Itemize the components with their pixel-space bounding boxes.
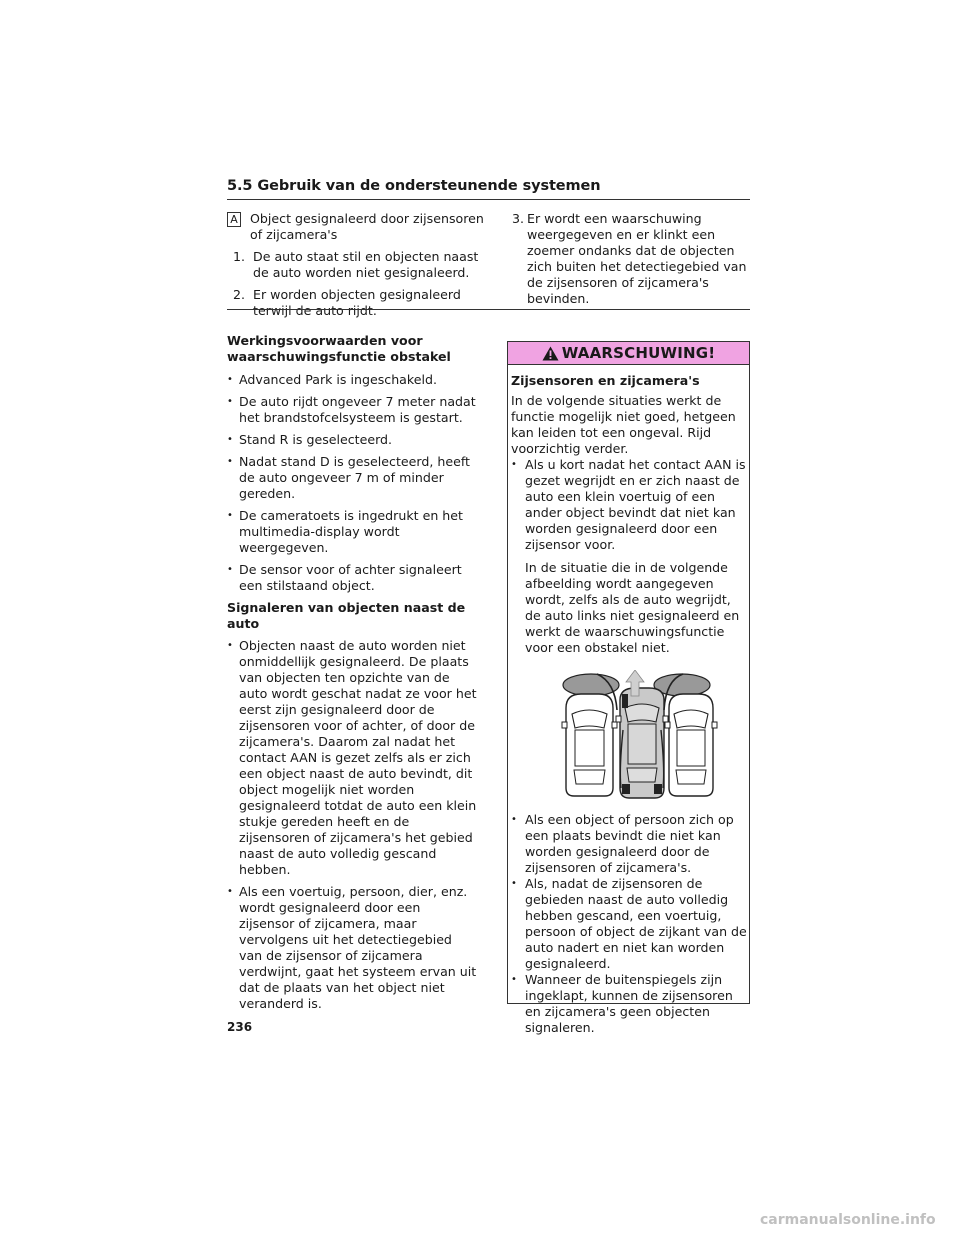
conditions-list — [227, 372, 477, 594]
conditions-item: • De sensor voor of achter signaleert een stilstaand object. — [227, 562, 477, 594]
signaling-item: • Als een voertuig, persoon, dier, enz. wordt gesignaleerd door een zijsensor of zijcamera, maar vervolgens uit het detectiegebied van de zijsensor of zijcamera verdwijnt, gaat het systeem ervan uit dat de plaats van het object niet veranderd is. — [227, 884, 477, 1012]
car-left — [562, 694, 617, 796]
legend-item-2-text: Er worden objecten gesignaleerd terwijl de auto rijdt. — [253, 287, 461, 318]
car-right — [665, 694, 717, 796]
warning-list-1 — [511, 457, 747, 656]
conditions-item: • Stand R is geselecteerd. — [227, 432, 477, 448]
warning-item-1-extra: In de situatie die in de volgende afbeelding wordt aangegeven wordt, zelfs als de auto wegrijdt, de auto links niet gesignaleerd en werkt de waarschuwingsfunctie voor een obstakel niet. — [525, 560, 740, 655]
warning-item — [511, 457, 747, 656]
conditions-item: • De auto rijdt ongeveer 7 meter nadat het brandstofcelsysteem is gestart. — [227, 394, 477, 426]
signaling-heading: Signaleren van objecten naast de auto — [227, 600, 466, 631]
signaling-item: • Objecten naast de auto worden niet onmiddellijk gesignaleerd. De plaats van objecten ten opzichte van de auto wordt geschat nadat ze voor het eerst zijn gesignaleerd door de zijsensoren voor of achter, of door de zijcamera's. Daarom zal nadat het contact AAN is gezet zelfs als er zich een object naast de auto bevindt, dit object mogelijk niet worden gesignaleerd totdat de auto een klein stukje gereden heeft en de zijsensoren of zijcamera's het gebied naast de auto volledig gescand hebben. — [227, 638, 477, 878]
section-title: 5.5 Gebruik van de ondersteunende systemen — [227, 178, 601, 194]
conditions-item: • Nadat stand D is geselecteerd, heeft de auto ongeveer 7 m of minder gereden. — [227, 454, 477, 502]
side-sensor-illustration — [511, 670, 747, 800]
warning-item: • Als een object of persoon zich op een plaats bevindt die niet kan worden gesignaleerd door de zijsensoren of zijcamera's. — [511, 812, 747, 876]
page-number: 236 — [227, 1020, 253, 1034]
legend-caption-row — [227, 211, 487, 243]
left-column — [227, 333, 477, 1018]
warning-box — [507, 341, 750, 1035]
warning-item-1-text: Als u kort nadat het contact AAN is gezet wegrijdt en er zich naast de auto een klein voertuig of een ander object bevindt dat niet kan worden gesignaleerd door een zijsensor voor. — [525, 457, 746, 552]
warning-triangle-icon — [542, 346, 559, 361]
legend-rule — [227, 309, 750, 310]
label-a-box: A — [227, 212, 241, 227]
signaling-list — [227, 638, 477, 1012]
legend-item-3-text: Er wordt een waarschuwing weergegeven en er klinkt een zoemer ondanks dat de objecten zich buiten het detectiegebied van de zijsensoren of zijcamera's bevinden. — [527, 211, 747, 306]
warning-subtitle: Zijsensoren en zijcamera's — [511, 373, 700, 388]
legend-item-3-num: 3. — [512, 211, 525, 226]
car-middle — [616, 688, 668, 798]
header-rule — [227, 199, 750, 200]
legend-caption: Object gesignaleerd door zijsensoren of zijcamera's — [250, 211, 484, 242]
warning-body — [508, 365, 749, 1036]
warning-item: • Wanneer de buitenspiegels zijn ingeklapt, kunnen de zijsensoren en zijcamera's geen objecten signaleren. — [511, 972, 747, 1036]
conditions-item: • De cameratoets is ingedrukt en het multimedia-display wordt weergegeven. — [227, 508, 477, 556]
legend-right — [512, 211, 750, 307]
legend-item-1-text: De auto staat stil en objecten naast de auto worden niet gesignaleerd. — [253, 249, 479, 280]
warning-title: WAARSCHUWING! — [561, 344, 716, 362]
warning-header — [508, 342, 749, 365]
footer-watermark[interactable]: carmanualsonline.info — [760, 1212, 936, 1228]
legend-item-2 — [233, 287, 493, 319]
conditions-heading: Werkingsvoorwaarden voor waarschuwingsfunctie obstakel — [227, 333, 451, 364]
legend-item-1-num: 1. — [233, 249, 246, 264]
conditions-item: • Advanced Park is ingeschakeld. — [227, 372, 477, 388]
warning-item: • Als, nadat de zijsensoren de gebieden naast de auto volledig hebben gescand, een voertuig, persoon of object de zijkant van de auto nadert en niet kan worden gesignaleerd. — [511, 876, 747, 972]
legend-item-3 — [512, 211, 750, 307]
legend-item-2-num: 2. — [233, 287, 246, 302]
warning-list-2 — [511, 812, 747, 1036]
legend-left — [227, 211, 487, 319]
legend-item-1 — [233, 249, 493, 281]
warning-intro: In de volgende situaties werkt de functie mogelijk niet goed, hetgeen kan leiden tot een ongeval. Rijd voorzichtig verder. — [511, 393, 736, 456]
